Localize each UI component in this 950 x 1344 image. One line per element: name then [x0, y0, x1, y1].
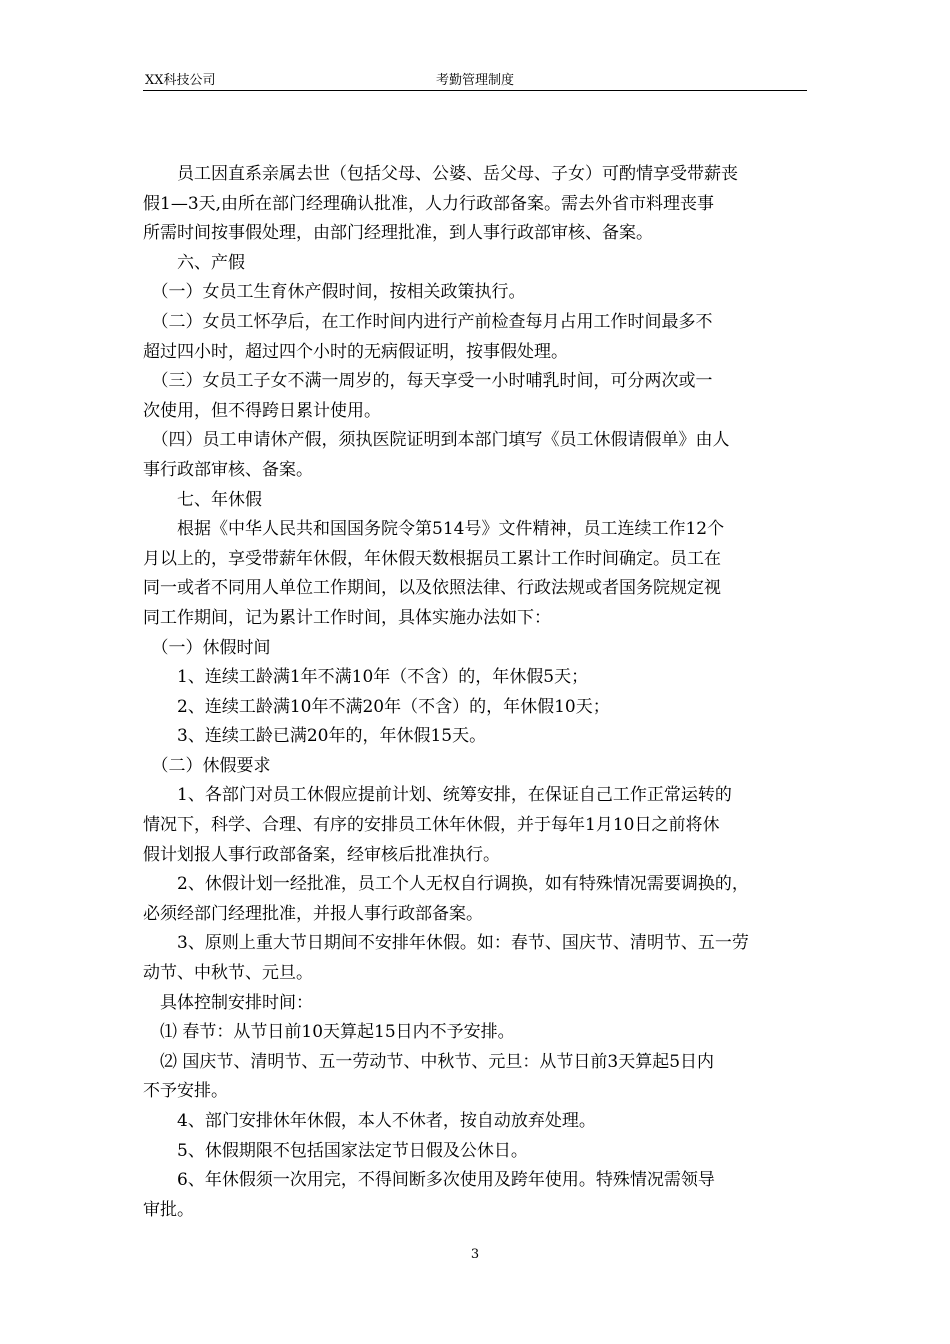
body-line: 5、休假期限不包括国家法定节日假及公休日。	[143, 1140, 528, 1161]
body-line: 3、连续工龄已满20年的，年休假15天。	[143, 726, 487, 747]
document-body	[143, 160, 809, 1225]
body-line: 员工因直系亲属去世（包括父母、公婆、岳父母、子女）可酌情享受带薪丧	[143, 164, 738, 184]
body-line: 1、连续工龄满1年不满10年（不含）的，年休假5天；	[143, 667, 589, 688]
body-line: 6、年休假须一次用完，不得间断多次使用及跨年使用。特殊情况需领导	[143, 1170, 715, 1191]
body-line: 同一或者不同用人单位工作期间，以及依照法律、行政法规或者国务院规定视	[143, 578, 721, 599]
body-line: （一）女员工生育休产假时间，按相关政策执行。	[143, 282, 526, 303]
company-name: XX科技公司	[145, 73, 216, 88]
body-line: ⑴ 春节：从节日前10天算起15日内不予安排。	[143, 1022, 515, 1043]
body-line: ⑵ 国庆节、清明节、五一劳动节、中秋节、元旦：从节日前3天算起5日内	[143, 1051, 715, 1072]
body-line: 必须经部门经理批准，并报人事行政部备案。	[143, 903, 483, 924]
body-line: （二）女员工怀孕后，在工作时间内进行产前检查每月占用工作时间最多不	[143, 311, 713, 332]
body-line: 同工作期间，记为累计工作时间，具体实施办法如下：	[143, 607, 551, 628]
page-number: 3	[470, 1247, 480, 1262]
subsection-heading-leave-time: （一）休假时间	[143, 637, 271, 658]
body-line: 2、休假计划一经批准，员工个人无权自行调换，如有特殊情况需要调换的，	[143, 874, 749, 895]
body-line: （四）员工申请休产假，须执医院证明到本部门填写《员工休假请假单》由人	[143, 430, 730, 451]
document-title: 考勤管理制度	[435, 73, 514, 88]
body-line: 超过四小时，超过四个小时的无病假证明，按事假处理。	[143, 341, 568, 362]
body-line: 不予安排。	[143, 1081, 228, 1102]
body-line: 4、部门安排休年休假，本人不休者，按自动放弃处理。	[143, 1111, 596, 1131]
body-line: 假1—3天,由所在部门经理确认批准，人力行政部备案。需去外省市料理丧事	[143, 193, 715, 214]
body-line: 次使用，但不得跨日累计使用。	[143, 400, 381, 421]
body-line: 根据《中华人民共和国国务院令第514号》文件精神，员工连续工作12个	[143, 519, 725, 540]
body-line: 情况下，科学、合理、有序的安排员工休年休假，并于每年1月10日之前将休	[143, 815, 720, 836]
section-heading-annual-leave: 七、年休假	[143, 489, 262, 510]
body-line: 假计划报人事行政部备案，经审核后批准执行。	[143, 844, 500, 865]
body-line: 审批。	[143, 1199, 194, 1220]
section-heading-maternity-leave: 六、产假	[143, 252, 245, 273]
body-line: 动节、中秋节、元旦。	[143, 963, 313, 984]
body-line: 1、各部门对员工休假应提前计划、统筹安排，在保证自己工作正常运转的	[143, 785, 732, 806]
body-line: 月以上的，享受带薪年休假，年休假天数根据员工累计工作时间确定。员工在	[143, 548, 721, 569]
subsection-heading-leave-requirements: （二）休假要求	[143, 755, 271, 776]
page-header	[143, 62, 807, 91]
body-line: （三）女员工子女不满一周岁的，每天享受一小时哺乳时间，可分两次或一	[143, 371, 713, 392]
body-line: 所需时间按事假处理，由部门经理批准，到人事行政部审核、备案。	[143, 223, 653, 244]
body-line: 2、连续工龄满10年不满20年（不含）的，年休假10天；	[143, 696, 610, 717]
body-line: 事行政部审核、备案。	[143, 459, 313, 480]
body-line: 3、原则上重大节日期间不安排年休假。如：春节、国庆节、清明节、五一劳	[143, 933, 749, 954]
body-line: 具体控制安排时间：	[143, 992, 313, 1013]
